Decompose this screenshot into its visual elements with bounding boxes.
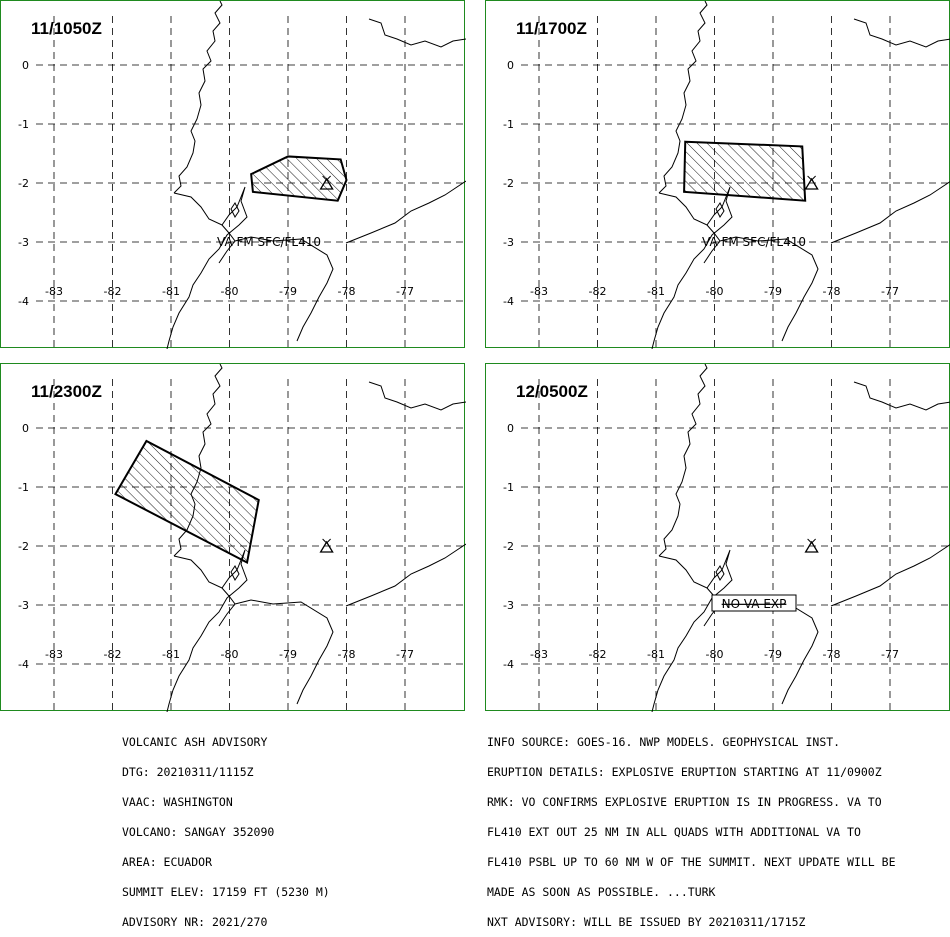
longitude-label: -79	[764, 285, 782, 298]
longitude-label: -77	[396, 648, 414, 661]
panel-time-title: 11/2300Z	[31, 382, 102, 401]
longitude-label: -78	[337, 648, 356, 661]
map-svg	[486, 364, 950, 712]
latitude-label: -2	[503, 540, 514, 553]
latitude-label: -3	[18, 236, 29, 249]
country-border	[831, 181, 950, 243]
latitude-label: -1	[18, 118, 29, 131]
map-svg	[1, 1, 466, 349]
map-panel-1	[0, 0, 465, 348]
advisory-line: INFO SOURCE: GOES-16. NWP MODELS. GEOPHYSICAL INST.	[487, 735, 841, 749]
map-svg	[486, 1, 950, 349]
advisory-line: VOLCANO: SANGAY 352090	[122, 825, 275, 839]
advisory-line: FL410 EXT OUT 25 NM IN ALL QUADS WITH ADDITIONAL VA TO	[487, 825, 861, 839]
advisory-line: DTG: 20210311/1115Z	[122, 765, 254, 779]
latitude-label: 0	[22, 59, 29, 72]
longitude-label: -82	[103, 648, 122, 661]
longitude-label: -77	[881, 285, 899, 298]
coastline	[167, 550, 247, 712]
map-panel-3	[0, 363, 465, 711]
map-panel-4	[485, 363, 950, 711]
latitude-label: -2	[18, 540, 29, 553]
advisory-left-text	[122, 717, 330, 937]
no-ash-label: NO VA EXP	[721, 597, 787, 611]
longitude-label: -82	[588, 285, 607, 298]
latitude-label: -1	[503, 118, 514, 131]
panel-time-title: 11/1700Z	[516, 19, 587, 38]
longitude-label: -82	[103, 285, 122, 298]
longitude-label: -81	[162, 285, 180, 298]
latitude-label: 0	[507, 59, 514, 72]
ash-altitude-label: VA FM SFC/FL410	[217, 235, 321, 249]
latitude-label: 0	[507, 422, 514, 435]
advisory-line: AREA: ECUADOR	[122, 855, 213, 869]
country-border	[369, 382, 466, 410]
country-border	[346, 544, 466, 606]
latitude-label: -3	[18, 599, 29, 612]
longitude-label: -79	[764, 648, 782, 661]
country-border	[854, 382, 950, 410]
longitude-label: -83	[530, 285, 548, 298]
longitude-label: -81	[162, 648, 180, 661]
advisory-line: MADE AS SOON AS POSSIBLE. ...TURK	[487, 885, 716, 899]
longitude-label: -80	[705, 648, 724, 661]
advisory-line: FL410 PSBL UP TO 60 NM W OF THE SUMMIT. NEXT UPDATE WILL BE	[487, 855, 896, 869]
latitude-label: -2	[18, 177, 29, 190]
coastline	[167, 187, 247, 349]
volcano-icon	[806, 539, 818, 552]
longitude-label: -83	[45, 285, 63, 298]
latitude-label: -4	[503, 658, 514, 671]
panel-time-title: 11/1050Z	[31, 19, 102, 38]
longitude-label: -77	[396, 285, 414, 298]
ash-cloud-polygon	[684, 142, 805, 201]
longitude-label: -79	[279, 285, 297, 298]
country-border	[369, 19, 466, 47]
longitude-label: -81	[647, 285, 665, 298]
advisory-right-text	[487, 717, 896, 937]
longitude-label: -80	[220, 285, 239, 298]
latitude-label: -4	[18, 658, 29, 671]
advisory-line: VOLCANIC ASH ADVISORY	[122, 735, 268, 749]
advisory-line: VAAC: WASHINGTON	[122, 795, 233, 809]
latitude-label: -3	[503, 599, 514, 612]
country-border	[346, 181, 466, 243]
advisory-line: SUMMIT ELEV: 17159 FT (5230 M)	[122, 885, 330, 899]
country-border	[854, 19, 950, 47]
latitude-label: -4	[503, 295, 514, 308]
latitude-label: 0	[22, 422, 29, 435]
longitude-label: -81	[647, 648, 665, 661]
advisory-line: NXT ADVISORY: WILL BE ISSUED BY 20210311/1715Z	[487, 915, 806, 929]
coastline	[652, 550, 732, 712]
longitude-label: -78	[822, 285, 841, 298]
advisory-line: RMK: VO CONFIRMS EXPLOSIVE ERUPTION IS IN PROGRESS. VA TO	[487, 795, 882, 809]
latitude-label: -2	[503, 177, 514, 190]
panel-time-title: 12/0500Z	[516, 382, 588, 401]
longitude-label: -79	[279, 648, 297, 661]
longitude-label: -83	[530, 648, 548, 661]
map-panel-2	[485, 0, 950, 348]
longitude-label: -78	[337, 285, 356, 298]
ash-cloud-polygon	[115, 441, 258, 563]
longitude-label: -80	[220, 648, 239, 661]
longitude-label: -82	[588, 648, 607, 661]
longitude-label: -80	[705, 285, 724, 298]
map-svg	[1, 364, 466, 712]
country-border	[831, 544, 950, 606]
latitude-label: -1	[503, 481, 514, 494]
latitude-label: -3	[503, 236, 514, 249]
longitude-label: -83	[45, 648, 63, 661]
ash-cloud-polygon	[251, 156, 346, 200]
longitude-label: -78	[822, 648, 841, 661]
coastline	[659, 364, 707, 556]
longitude-label: -77	[881, 648, 899, 661]
latitude-label: -1	[18, 481, 29, 494]
volcano-icon	[806, 176, 818, 189]
advisory-line: ERUPTION DETAILS: EXPLOSIVE ERUPTION STARTING AT 11/0900Z	[487, 765, 882, 779]
coastline	[652, 187, 732, 349]
ash-altitude-label: VA FM SFC/FL410	[702, 235, 806, 249]
latitude-label: -4	[18, 295, 29, 308]
coastline	[174, 1, 222, 193]
advisory-line: ADVISORY NR: 2021/270	[122, 915, 268, 929]
volcano-icon	[321, 539, 333, 552]
